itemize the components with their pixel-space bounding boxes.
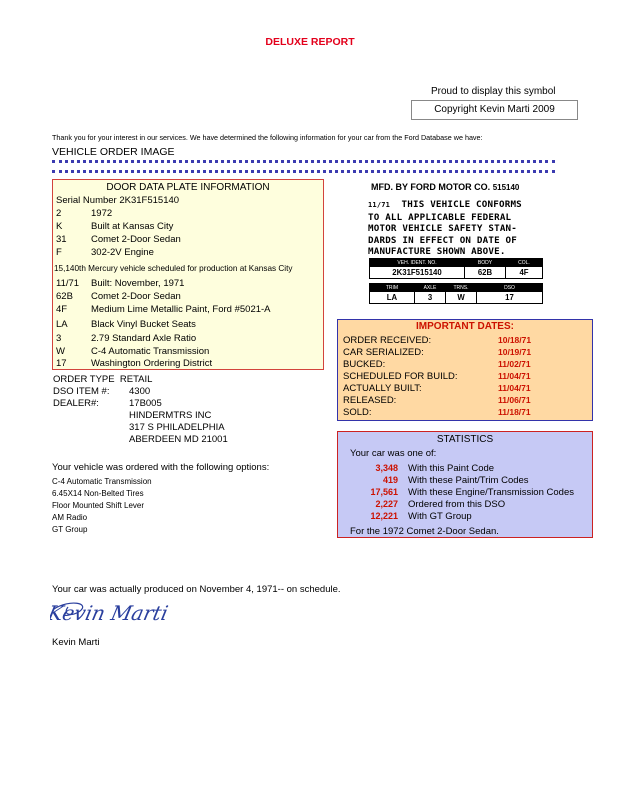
order-type xyxy=(53,374,152,385)
mfd-text: MFD. BY FORD MOTOR CO. xyxy=(371,182,491,192)
plate-row xyxy=(56,291,181,302)
dotted-divider xyxy=(52,160,555,163)
stat-text: With these Paint/Trim Codes xyxy=(408,475,529,486)
plate-code: 3 xyxy=(56,333,62,344)
certification-text xyxy=(368,199,558,258)
mfd-by-ford xyxy=(371,182,519,192)
plate-row xyxy=(56,319,196,330)
trans-value: W xyxy=(446,292,477,304)
cert-line: DARDS IN EFFECT ON DATE OF xyxy=(368,234,518,246)
serial-number: Serial Number 2K31F515140 xyxy=(56,195,180,206)
date-label: SCHEDULED FOR BUILD: xyxy=(343,371,458,382)
proud-text: Proud to display this symbol xyxy=(431,86,556,97)
date-value: 11/02/71 xyxy=(498,359,531,369)
color-label: COL. xyxy=(506,259,543,267)
production-note: 15,140th Mercury vehicle scheduled for production at Kansas City xyxy=(54,264,293,273)
stat-text: With GT Group xyxy=(408,511,472,522)
date-label: BUCKED: xyxy=(343,359,386,370)
date-value: 11/06/71 xyxy=(498,395,531,405)
signature xyxy=(50,595,200,634)
date-value: 11/04/71 xyxy=(498,383,531,393)
plate-code: 62B xyxy=(56,291,73,302)
date-label: RELEASED: xyxy=(343,395,397,406)
trim-label: TRIM xyxy=(370,284,415,292)
stat-number: 12,221 xyxy=(370,511,398,521)
plate-desc: Washington Ordering District xyxy=(91,358,213,369)
signer-name: Kevin Marti xyxy=(52,637,100,648)
plate-row xyxy=(56,278,184,289)
date-value: 11/18/71 xyxy=(498,407,531,417)
plate-code: 17 xyxy=(56,358,67,369)
trim-value: LA xyxy=(370,292,415,304)
vin-body-color-table xyxy=(369,258,543,279)
plate-code: F xyxy=(56,247,62,258)
stat-number: 17,561 xyxy=(370,487,398,497)
door-data-plate-box xyxy=(52,179,324,370)
statistics-box xyxy=(337,431,593,538)
dso-label: DSO xyxy=(477,284,543,292)
color-value: 4F xyxy=(506,267,543,279)
plate-code: 4F xyxy=(56,304,68,315)
order-type-value: RETAIL xyxy=(119,374,153,385)
production-statement: Your car was actually produced on November 4, 1971-- on schedule. xyxy=(52,584,341,595)
plate-row xyxy=(56,358,212,369)
date-value: 11/04/71 xyxy=(498,371,531,381)
statistics-footer: For the 1972 Comet 2-Door Sedan. xyxy=(350,526,499,537)
plate-desc: Comet 2-Door Sedan xyxy=(91,291,181,302)
plate-row xyxy=(56,346,209,357)
stat-number: 3,348 xyxy=(375,463,398,473)
dealer-city: ABERDEEN MD 21001 xyxy=(129,434,228,445)
plate-desc: 2.79 Standard Axle Ratio xyxy=(91,333,197,344)
option-item: GT Group xyxy=(52,525,88,534)
stat-number: 419 xyxy=(382,475,398,485)
date-label: ACTUALLY BUILT: xyxy=(343,383,422,394)
date-label: CAR SERIALIZED: xyxy=(343,347,424,358)
signature-text: Kevin Marti xyxy=(50,601,171,625)
dso-value: 17 xyxy=(477,292,543,304)
plate-desc: Medium Lime Metallic Paint, Ford #5021-A xyxy=(91,304,271,315)
trans-label: TRNS. xyxy=(446,284,477,292)
cert-date: 11/71 xyxy=(368,201,391,209)
vin-value: 2K31F515140 xyxy=(370,267,465,279)
important-dates-header: IMPORTANT DATES: xyxy=(416,321,514,332)
option-item: 6.45X14 Non-Belted Tires xyxy=(52,489,144,498)
dso-item-value: 4300 xyxy=(129,386,151,397)
date-value: 10/19/71 xyxy=(498,347,532,357)
dealer-name: HINDERMTRS INC xyxy=(129,410,212,421)
plate-desc: Black Vinyl Bucket Seats xyxy=(91,319,196,330)
stat-text: With these Engine/Transmission Codes xyxy=(408,487,574,498)
body-value: 62B xyxy=(465,267,506,279)
stat-text: Ordered from this DSO xyxy=(408,499,506,510)
plate-code: 31 xyxy=(56,234,67,245)
plate-row xyxy=(56,208,112,219)
axle-value: 3 xyxy=(415,292,446,304)
vin-label: VEH. IDENT. NO. xyxy=(370,259,465,267)
date-row xyxy=(343,383,583,394)
body-label: BODY xyxy=(465,259,506,267)
plate-row xyxy=(56,247,154,258)
date-row xyxy=(343,371,583,382)
option-item: Floor Mounted Shift Lever xyxy=(52,501,145,510)
date-row xyxy=(343,347,583,358)
plate-row xyxy=(56,221,173,232)
option-item: C-4 Automatic Transmission xyxy=(52,477,152,486)
dotted-divider xyxy=(52,170,555,173)
date-label: ORDER RECEIVED: xyxy=(343,335,432,346)
signature-image xyxy=(50,595,200,629)
date-row xyxy=(343,335,583,346)
plate-desc: Built: November, 1971 xyxy=(91,278,185,289)
dealer-code: 17B005 xyxy=(129,398,162,409)
cert-line: TO ALL APPLICABLE FEDERAL xyxy=(368,211,512,223)
important-dates-box xyxy=(337,319,593,421)
axle-label: AXLE xyxy=(415,284,446,292)
dso-item-label: DSO ITEM #: xyxy=(53,386,110,397)
cert-line: MANUFACTURE SHOWN ABOVE. xyxy=(368,246,506,258)
trim-axle-trans-dso-table xyxy=(369,283,543,304)
date-row xyxy=(343,395,583,406)
plate-code: 11/71 xyxy=(56,278,80,289)
statistics-header: STATISTICS xyxy=(436,434,494,445)
plate-row xyxy=(56,333,196,344)
date-row xyxy=(343,359,583,370)
plate-row xyxy=(56,234,181,245)
plate-desc: 1972 xyxy=(91,208,113,219)
plate-desc: Comet 2-Door Sedan xyxy=(91,234,181,245)
plate-desc: 302-2V Engine xyxy=(91,247,154,258)
date-label: SOLD: xyxy=(343,407,372,418)
plate-code: W xyxy=(56,346,65,357)
intro-text: Thank you for your interest in our services. We have determined the following information for your car from the Ford Database we have: xyxy=(52,133,483,142)
plate-code: 2 xyxy=(56,208,62,219)
plate-desc: C-4 Automatic Transmission xyxy=(91,346,210,357)
plate-row xyxy=(56,304,271,315)
cert-line: THIS VEHICLE CONFORMS xyxy=(401,199,522,210)
cert-line: MOTOR VEHICLE SAFETY STAN- xyxy=(368,223,518,235)
vehicle-order-image-heading: VEHICLE ORDER IMAGE xyxy=(52,146,175,158)
option-item: AM Radio xyxy=(52,513,88,522)
stat-text: With this Paint Code xyxy=(408,463,495,474)
copyright-box: Copyright Kevin Marti 2009 xyxy=(411,100,578,120)
stat-number: 2,227 xyxy=(375,499,398,509)
page-title: DELUXE REPORT xyxy=(265,36,355,48)
plate-code: LA xyxy=(56,319,68,330)
dealer-label: DEALER#: xyxy=(53,398,99,409)
date-row xyxy=(343,407,583,418)
statistics-intro: Your car was one of: xyxy=(350,448,437,459)
dealer-address: 317 S PHILADELPHIA xyxy=(129,422,225,433)
plate-desc: Built at Kansas City xyxy=(91,221,174,232)
mfd-number: 515140 xyxy=(492,183,520,192)
options-intro: Your vehicle was ordered with the following options: xyxy=(52,462,270,473)
door-plate-header: DOOR DATA PLATE INFORMATION xyxy=(106,182,270,193)
plate-code: K xyxy=(56,221,63,232)
date-value: 10/18/71 xyxy=(498,335,532,345)
order-type-label: ORDER TYPE xyxy=(53,374,115,385)
